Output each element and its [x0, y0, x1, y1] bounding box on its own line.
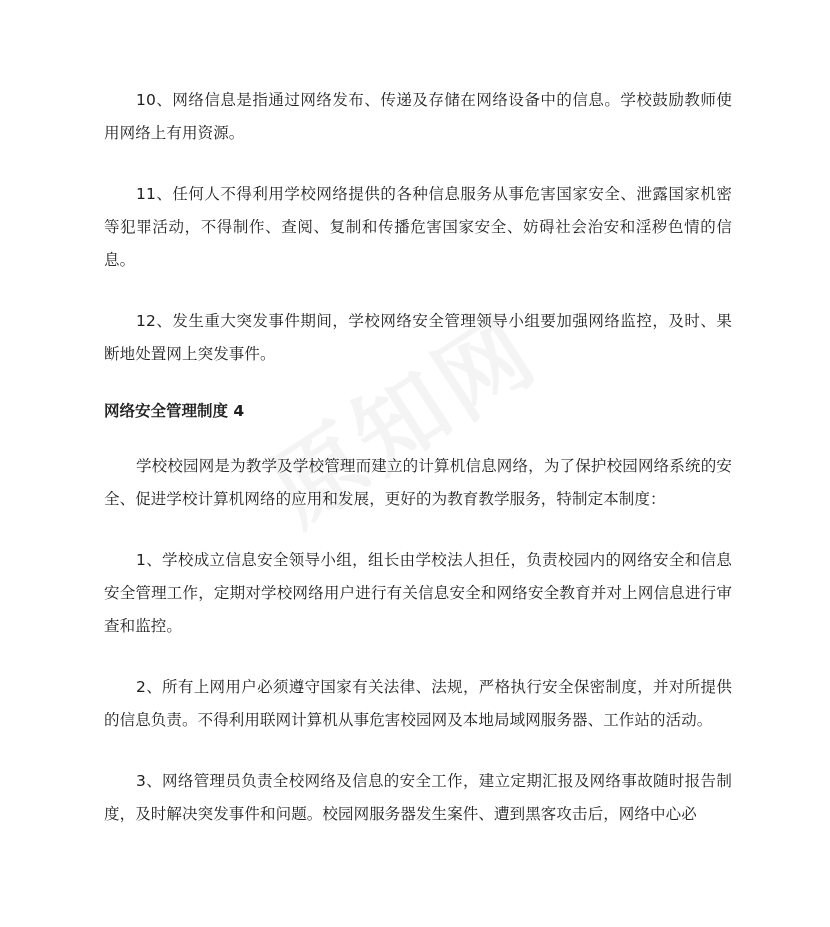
paragraph-item-10: 10、网络信息是指通过网络发布、传递及存储在网络设备中的信息。学校鼓励教师使用网络上有用资源。 — [104, 91, 732, 142]
document-body — [104, 84, 732, 859]
paragraph-item-12: 12、发生重大突发事件期间，学校网络安全管理领导小组要加强网络监控，及时、果断地处置网上突发事件。 — [104, 312, 732, 363]
paragraph-item-11: 11、任何人不得利用学校网络提供的各种信息服务从事危害国家安全、泄露国家机密等犯罪活动，不得制作、查阅、复制和传播危害国家安全、妨碍社会治安和淫秽色情的信息。 — [104, 185, 732, 269]
paragraph-rule-3: 3、网络管理员负责全校网络及信息的安全工作，建立定期汇报及网络事故随时报告制度，及时解决突发事件和问题。校园网服务器发生案件、遭到黑客攻击后，网络中心必 — [104, 772, 732, 823]
paragraph-rule-2: 2、所有上网用户必须遵守国家有关法律、法规，严格执行安全保密制度，并对所提供的信息负责。不得利用联网计算机从事危害校园网及本地局域网服务器、工作站的活动。 — [104, 678, 732, 729]
section-heading: 网络安全管理制度 4 — [104, 402, 245, 420]
paragraph-rule-1: 1、学校成立信息安全领导小组，组长由学校法人担任，负责校园内的网络安全和信息安全管理工作，定期对学校网络用户进行有关信息安全和网络安全教育并对上网信息进行审查和监控。 — [104, 551, 732, 635]
paragraph-intro: 学校校园网是为教学及学校管理而建立的计算机信息网络，为了保护校园网络系统的安全、促进学校计算机网络的应用和发展，更好的为教育教学服务，特制定本制度： — [104, 457, 732, 508]
